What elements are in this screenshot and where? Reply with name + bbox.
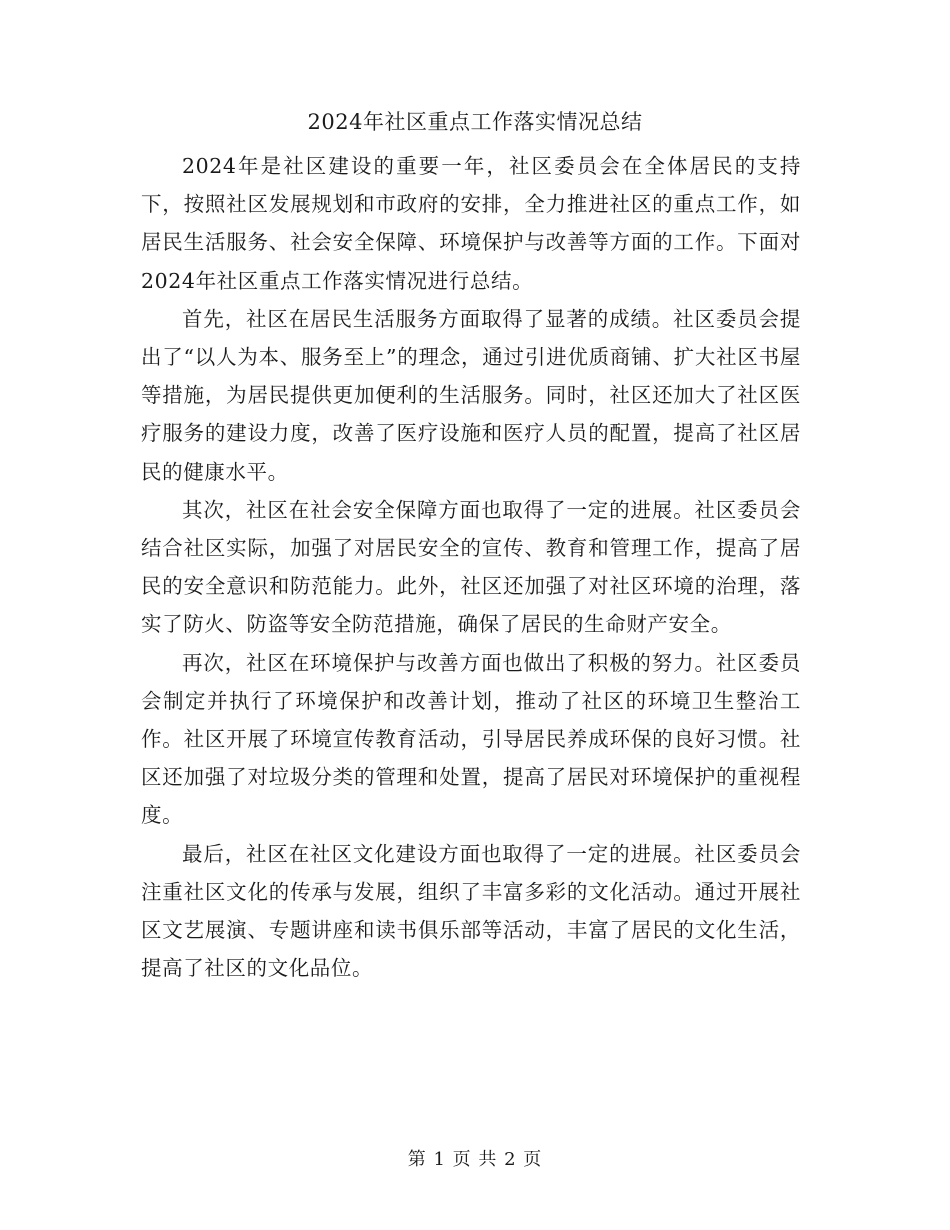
paragraph-culture: 最后，社区在社区文化建设方面也取得了一定的进展。社区委员会注重社区文化的传承与发展，组织了丰富多彩的文化活动。通过开展社区文艺展演、专题讲座和读书俱乐部等活动，丰富了居民的文化生活，提高了社区的文化品位。 [141,841,801,981]
page-number-footer: 第 1 页 共 2 页 [407,1149,543,1170]
document-title: 2024年社区重点工作落实情况总结 [307,110,643,134]
document-body [141,147,801,987]
paragraph-environment: 再次，社区在环境保护与改善方面也做出了积极的努力。社区委员会制定并执行了环境保护和改善计划，推动了社区的环境卫生整治工作。社区开展了环境宣传教育活动，引导居民养成环保的良好习惯。社区还加强了对垃圾分类的管理和处置，提高了居民对环境保护的重视程度。 [141,650,801,828]
paragraph-safety: 其次，社区在社会安全保障方面也取得了一定的进展。社区委员会结合社区实际，加强了对居民安全的宣传、教育和管理工作，提高了居民的安全意识和防范能力。此外，社区还加强了对社区环境的治理，落实了防火、防盗等安全防范措施，确保了居民的生命财产安全。 [141,497,801,637]
paragraph-intro: 2024年是社区建设的重要一年，社区委员会在全体居民的支持下，按照社区发展规划和市政府的安排，全力推进社区的重点工作，如居民生活服务、社会安全保障、环境保护与改善等方面的工作。下面对2024年社区重点工作落实情况进行总结。 [141,154,801,293]
paragraph-life-services: 首先，社区在居民生活服务方面取得了显著的成绩。社区委员会提出了“以人为本、服务至上”的理念，通过引进优质商铺、扩大社区书屋等措施，为居民提供更加便利的生活服务。同时，社区还加大了社区医疗服务的建设力度，改善了医疗设施和医疗人员的配置，提高了社区居民的健康水平。 [141,306,801,484]
